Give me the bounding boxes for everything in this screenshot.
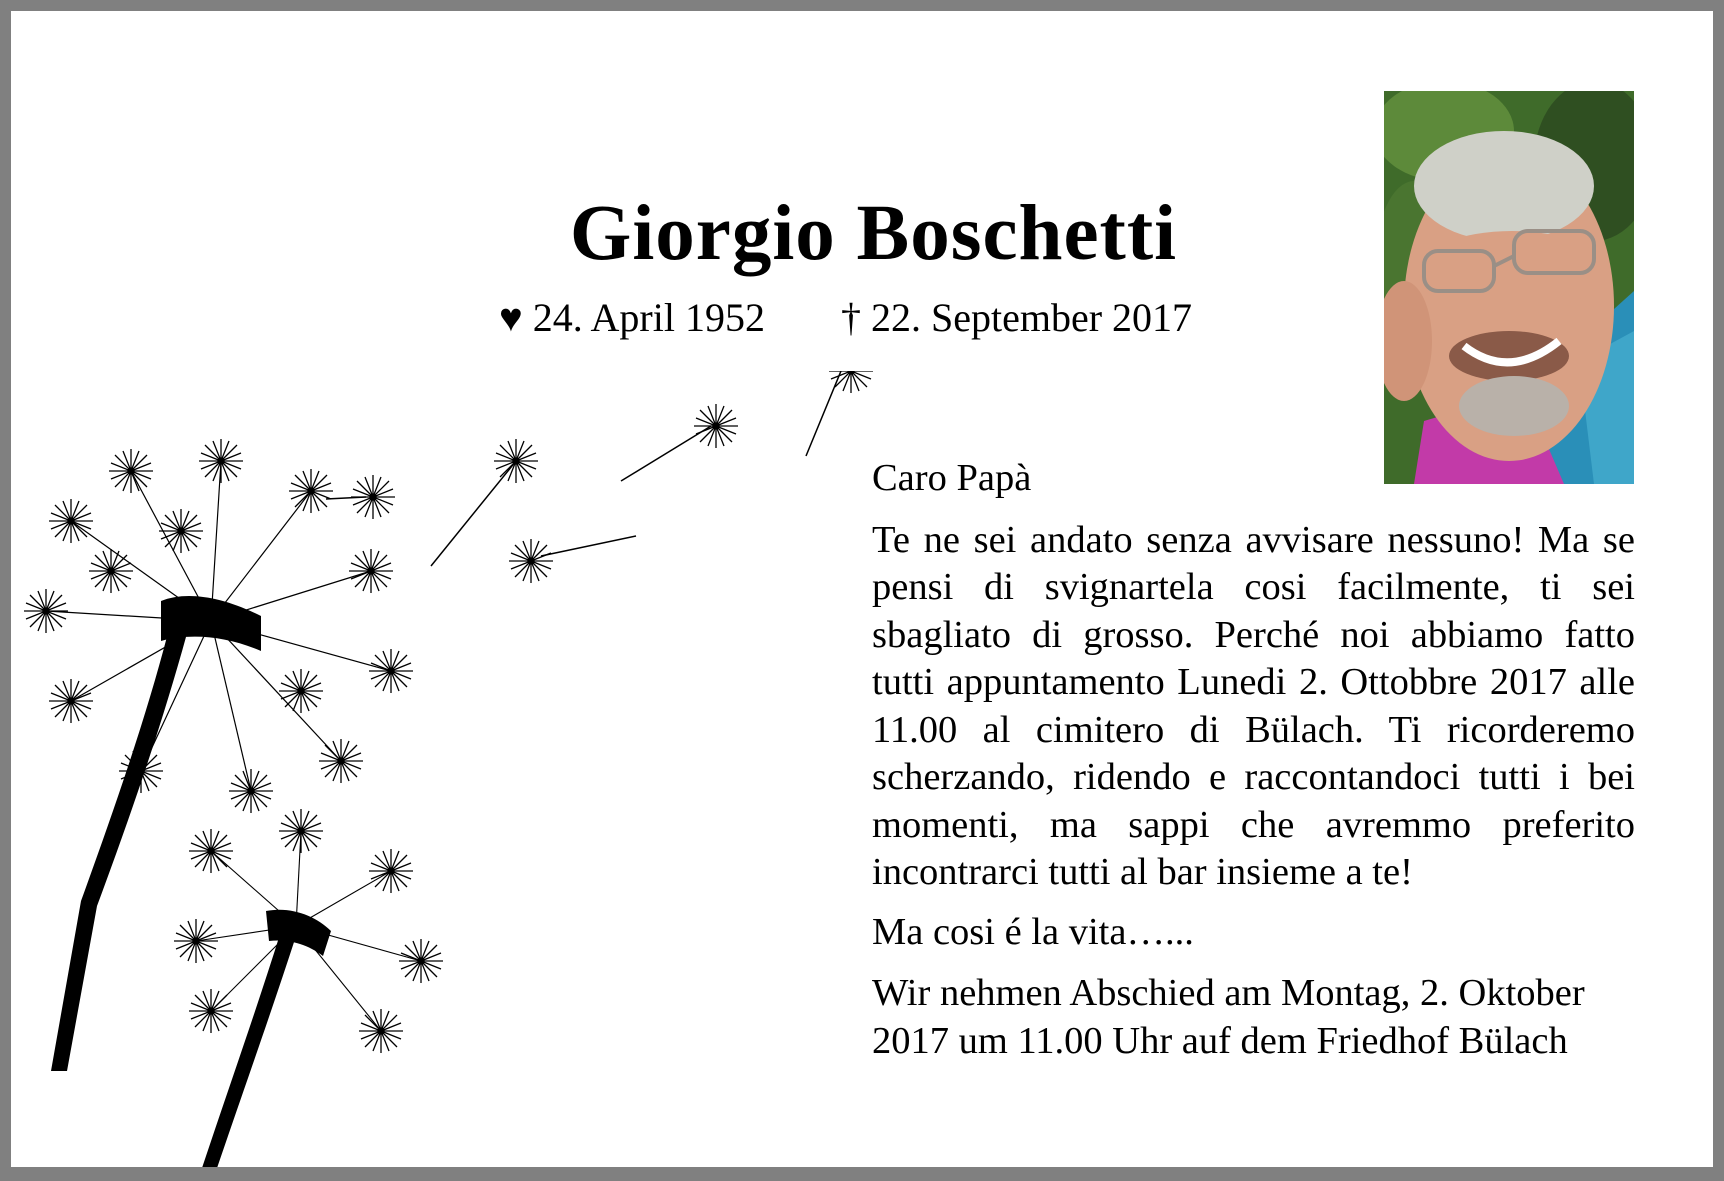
closing-line: Ma cosi é la vita…... <box>872 910 1194 953</box>
obituary-card <box>11 11 1713 1167</box>
message-body: Te ne sei andato senza avvisare nessuno! Ma se pensi di svignartela cosi facilmente, ti sei sbagliato di grosso. Perché noi abbiamo fatto tutti appuntamento Lunedi 2. Ottobbre 2017 alle 11.00 al cimitero di Bülach. Ti ricorderemo scherzando, ridendo e raccontandoci tutti i bei momenti, ma sappi che avremmo preferito incontrarci tutti al bar insieme a te! <box>872 518 1635 893</box>
dandelion-illustration <box>11 371 911 1167</box>
greeting: Caro Papà <box>872 457 1032 499</box>
farewell-notice: Wir nehmen Abschied am Montag, 2. Oktober 2017 um 11.00 Uhr auf dem Friedhof Bülach <box>872 972 1585 1062</box>
portrait-photo <box>1384 91 1634 484</box>
deceased-name: Giorgio Boschetti <box>569 190 1178 277</box>
death-date: † 22. September 2017 <box>840 295 1193 340</box>
message-text <box>872 455 1635 1065</box>
birth-date: ♥ 24. April 1952 <box>499 295 765 340</box>
life-dates <box>499 295 1193 340</box>
